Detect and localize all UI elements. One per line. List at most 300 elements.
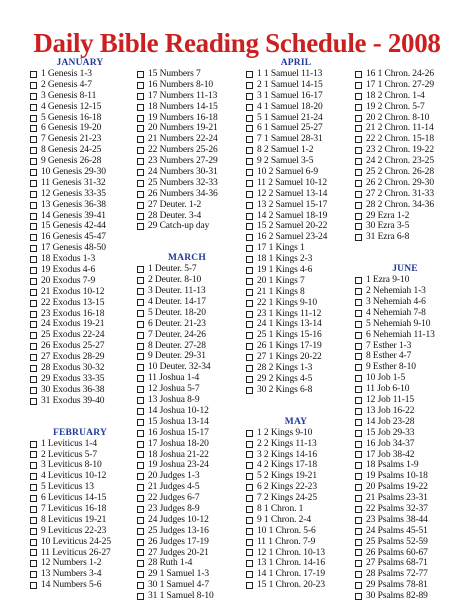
checkbox-icon[interactable] <box>137 517 144 524</box>
checkbox-icon[interactable] <box>30 549 37 556</box>
reading-label: 20 2 Chron. 8-10 <box>366 112 430 123</box>
checkbox-icon[interactable] <box>246 115 253 122</box>
checkbox-icon[interactable] <box>30 147 37 154</box>
checkbox-icon[interactable] <box>355 191 362 198</box>
reading-label: 13 Joshua 8-9 <box>148 395 200 406</box>
reading-item <box>355 156 467 167</box>
reading-item <box>355 373 467 384</box>
reading-item <box>355 482 467 493</box>
checkbox-icon[interactable] <box>246 582 253 589</box>
checkbox-icon[interactable] <box>137 71 144 78</box>
reading-item <box>355 395 467 406</box>
reading-item <box>137 580 249 591</box>
checkbox-icon[interactable] <box>137 353 144 360</box>
reading-item <box>30 471 142 482</box>
checkbox-icon[interactable] <box>137 549 144 556</box>
reading-label: 15 Numbers 7 <box>148 69 201 79</box>
checkbox-icon[interactable] <box>137 104 144 111</box>
checkbox-icon[interactable] <box>137 386 144 393</box>
checkbox-icon[interactable] <box>355 180 362 187</box>
reading-label: 26 Psalms 60-67 <box>366 547 428 558</box>
checkbox-icon[interactable] <box>246 125 253 132</box>
reading-item <box>137 460 249 471</box>
reading-label: 8 Genesis 24-25 <box>41 145 102 156</box>
checkbox-icon[interactable] <box>355 517 362 524</box>
reading-item <box>30 558 142 569</box>
reading-item <box>137 69 249 80</box>
month-heading-blank <box>137 58 237 69</box>
reading-label: 2 Leviticus 5-7 <box>41 449 98 460</box>
reading-item <box>355 134 467 145</box>
checkbox-icon[interactable] <box>137 115 144 122</box>
checkbox-icon[interactable] <box>30 528 37 535</box>
reading-item <box>246 352 358 363</box>
checkbox-icon[interactable] <box>137 506 144 513</box>
checkbox-icon[interactable] <box>137 223 144 230</box>
checkbox-icon[interactable] <box>355 147 362 154</box>
checkbox-icon[interactable] <box>246 560 253 567</box>
checkbox-icon[interactable] <box>30 278 37 285</box>
checkbox-icon[interactable] <box>137 364 144 371</box>
reading-item <box>246 211 358 222</box>
reading-item <box>246 526 358 537</box>
reading-label: 3 Leviticus 8-10 <box>41 460 102 471</box>
reading-item <box>137 123 249 134</box>
reading-item <box>355 450 467 461</box>
checkbox-icon[interactable] <box>30 104 37 111</box>
checkbox-icon[interactable] <box>246 528 253 535</box>
checkbox-icon[interactable] <box>355 375 362 382</box>
reading-label: 9 Deuter. 29-31 <box>148 351 206 362</box>
reading-label: 13 2 Samuel 15-17 <box>257 199 328 210</box>
checkbox-icon[interactable] <box>137 277 144 284</box>
reading-label: 4 Deuter. 14-17 <box>148 297 206 308</box>
checkbox-icon[interactable] <box>246 169 253 176</box>
checkbox-icon[interactable] <box>355 571 362 578</box>
reading-item <box>137 439 249 450</box>
checkbox-icon[interactable] <box>355 169 362 176</box>
reading-label: 27 Judges 20-21 <box>148 547 209 558</box>
checkbox-icon[interactable] <box>355 288 362 295</box>
checkbox-icon[interactable] <box>355 353 362 360</box>
checkbox-icon[interactable] <box>30 484 37 491</box>
checkbox-icon[interactable] <box>30 571 37 578</box>
checkbox-icon[interactable] <box>137 593 144 600</box>
reading-label: 20 Judges 1-3 <box>148 471 200 482</box>
reading-item <box>30 221 142 232</box>
checkbox-icon[interactable] <box>355 582 362 589</box>
checkbox-icon[interactable] <box>355 299 362 306</box>
checkbox-icon[interactable] <box>246 571 253 578</box>
checkbox-icon[interactable] <box>30 321 37 328</box>
reading-item <box>246 374 358 385</box>
checkbox-icon[interactable] <box>137 451 144 458</box>
checkbox-icon[interactable] <box>246 158 253 165</box>
reading-item <box>246 493 358 504</box>
reading-label: 8 Deuter. 27-28 <box>148 340 206 351</box>
reading-label: 17 Numbers 11-13 <box>148 90 218 101</box>
checkbox-icon[interactable] <box>246 136 253 143</box>
reading-item <box>137 351 249 362</box>
reading-item <box>137 113 249 124</box>
reading-item <box>30 232 142 243</box>
checkbox-icon[interactable] <box>137 560 144 567</box>
reading-label: 17 Joshua 18-20 <box>148 438 209 449</box>
checkbox-icon[interactable] <box>355 136 362 143</box>
checkbox-icon[interactable] <box>137 397 144 404</box>
reading-label: 21 Numbers 22-24 <box>148 134 218 145</box>
checkbox-icon[interactable] <box>137 93 144 100</box>
checkbox-icon[interactable] <box>355 71 362 78</box>
checkbox-icon[interactable] <box>30 256 37 263</box>
reading-item <box>30 102 142 113</box>
checkbox-icon[interactable] <box>355 202 362 209</box>
reading-label: 10 Job 1-5 <box>366 373 406 384</box>
checkbox-icon[interactable] <box>355 125 362 132</box>
checkbox-icon[interactable] <box>137 430 144 437</box>
checkbox-icon[interactable] <box>30 441 37 448</box>
reading-item <box>30 134 142 145</box>
reading-label: 22 Judges 6-7 <box>148 493 200 504</box>
checkbox-icon[interactable] <box>355 82 362 89</box>
reading-label: 15 Joshua 13-14 <box>148 416 209 427</box>
checkbox-icon[interactable] <box>355 223 362 230</box>
reading-label: 18 1 Kings 2-3 <box>257 254 313 265</box>
checkbox-icon[interactable] <box>246 245 253 252</box>
checkbox-icon[interactable] <box>246 180 253 187</box>
reading-item <box>30 450 142 461</box>
checkbox-icon[interactable] <box>246 82 253 89</box>
checkbox-icon[interactable] <box>355 549 362 556</box>
reading-label: 29 Exodus 33-35 <box>41 373 105 384</box>
reading-item <box>137 264 249 275</box>
checkbox-icon[interactable] <box>137 571 144 578</box>
reading-item <box>137 569 249 580</box>
checkbox-icon[interactable] <box>246 365 253 372</box>
checkbox-icon[interactable] <box>30 82 37 89</box>
checkbox-icon[interactable] <box>30 136 37 143</box>
checkbox-icon[interactable] <box>30 473 37 480</box>
checkbox-icon[interactable] <box>137 408 144 415</box>
checkbox-icon[interactable] <box>246 517 253 524</box>
column-4 <box>355 58 467 602</box>
checkbox-icon[interactable] <box>355 277 362 284</box>
reading-item <box>30 265 142 276</box>
checkbox-icon[interactable] <box>246 539 253 546</box>
checkbox-icon[interactable] <box>30 387 37 394</box>
checkbox-icon[interactable] <box>355 419 362 426</box>
checkbox-icon[interactable] <box>137 343 144 350</box>
checkbox-icon[interactable] <box>246 441 253 448</box>
reading-label: 26 2 Chron. 29-30 <box>366 177 434 188</box>
reading-item <box>246 254 358 265</box>
checkbox-icon[interactable] <box>246 311 253 318</box>
reading-item <box>246 537 358 548</box>
checkbox-icon[interactable] <box>355 539 362 546</box>
checkbox-icon[interactable] <box>137 528 144 535</box>
checkbox-icon[interactable] <box>137 462 144 469</box>
checkbox-icon[interactable] <box>30 451 37 458</box>
checkbox-icon[interactable] <box>137 136 144 143</box>
checkbox-icon[interactable] <box>246 234 253 241</box>
reading-label: 24 2 Chron. 23-25 <box>366 156 434 167</box>
checkbox-icon[interactable] <box>355 473 362 480</box>
checkbox-icon[interactable] <box>246 506 253 513</box>
checkbox-icon[interactable] <box>355 213 362 220</box>
checkbox-icon[interactable] <box>355 495 362 502</box>
reading-label: 31 1 Samuel 8-10 <box>148 591 214 602</box>
reading-item <box>30 319 142 330</box>
reading-item <box>137 211 249 222</box>
checkbox-icon[interactable] <box>137 266 144 273</box>
checkbox-icon[interactable] <box>30 311 37 318</box>
reading-item <box>355 211 467 222</box>
reading-item <box>246 482 358 493</box>
checkbox-icon[interactable] <box>355 560 362 567</box>
checkbox-icon[interactable] <box>30 300 37 307</box>
checkbox-icon[interactable] <box>246 93 253 100</box>
checkbox-icon[interactable] <box>246 549 253 556</box>
checkbox-icon[interactable] <box>355 386 362 393</box>
checkbox-icon[interactable] <box>30 93 37 100</box>
checkbox-icon[interactable] <box>137 484 144 491</box>
checkbox-icon[interactable] <box>246 473 253 480</box>
reading-label: 13 1 Chron. 14-16 <box>257 558 325 569</box>
checkbox-icon[interactable] <box>30 125 37 132</box>
reading-item <box>246 515 358 526</box>
reading-label: 11 Leviticus 26-27 <box>41 547 111 558</box>
reading-label: 7 2 Kings 24-25 <box>257 493 317 504</box>
reading-item <box>246 102 358 113</box>
checkbox-icon[interactable] <box>246 202 253 209</box>
checkbox-icon[interactable] <box>355 451 362 458</box>
reading-label: 22 Numbers 25-26 <box>148 145 218 156</box>
reading-item <box>137 178 249 189</box>
reading-label: 4 Leviticus 10-12 <box>41 471 107 482</box>
checkbox-icon[interactable] <box>246 451 253 458</box>
reading-label: 26 Exodus 25-27 <box>41 341 105 352</box>
checkbox-icon[interactable] <box>355 408 362 415</box>
reading-label: 4 2 Kings 17-18 <box>257 460 317 471</box>
checkbox-icon[interactable] <box>355 441 362 448</box>
reading-label: 21 Psalms 23-31 <box>366 493 428 504</box>
checkbox-icon[interactable] <box>246 223 253 230</box>
checkbox-icon[interactable] <box>355 462 362 469</box>
checkbox-icon[interactable] <box>137 495 144 502</box>
checkbox-icon[interactable] <box>246 321 253 328</box>
checkbox-icon[interactable] <box>30 462 37 469</box>
checkbox-icon[interactable] <box>30 332 37 339</box>
reading-label: 28 Psalms 72-77 <box>366 569 428 580</box>
month-heading: JANUARY <box>56 58 104 68</box>
reading-item <box>30 352 142 363</box>
checkbox-icon[interactable] <box>137 582 144 589</box>
checkbox-icon[interactable] <box>246 256 253 263</box>
checkbox-icon[interactable] <box>137 310 144 317</box>
checkbox-icon[interactable] <box>30 169 37 176</box>
reading-item <box>30 363 142 374</box>
checkbox-icon[interactable] <box>137 191 144 198</box>
reading-label: 5 Leviticus 13 <box>41 482 94 493</box>
checkbox-icon[interactable] <box>246 343 253 350</box>
reading-label: 17 Genesis 48-50 <box>41 243 106 254</box>
checkbox-icon[interactable] <box>30 517 37 524</box>
checkbox-icon[interactable] <box>246 289 253 296</box>
checkbox-icon[interactable] <box>30 158 37 165</box>
checkbox-icon[interactable] <box>137 321 144 328</box>
checkbox-icon[interactable] <box>137 299 144 306</box>
checkbox-icon[interactable] <box>246 354 253 361</box>
reading-item <box>246 319 358 330</box>
checkbox-icon[interactable] <box>30 234 37 241</box>
checkbox-icon[interactable] <box>246 191 253 198</box>
reading-label: 21 Judges 4-5 <box>148 482 200 493</box>
checkbox-icon[interactable] <box>30 560 37 567</box>
reading-item <box>30 211 142 222</box>
checkbox-icon[interactable] <box>30 71 37 78</box>
reading-label: 6 1 Samuel 25-27 <box>257 123 323 134</box>
checkbox-icon[interactable] <box>30 398 37 405</box>
checkbox-icon[interactable] <box>30 354 37 361</box>
checkbox-icon[interactable] <box>30 365 37 372</box>
checkbox-icon[interactable] <box>137 180 144 187</box>
reading-label: 2 1 Samuel 14-15 <box>257 79 323 90</box>
checkbox-icon[interactable] <box>137 539 144 546</box>
reading-item <box>30 385 142 396</box>
checkbox-icon[interactable] <box>355 430 362 437</box>
reading-item <box>246 178 358 189</box>
reading-label: 15 Job 29-33 <box>366 427 415 438</box>
checkbox-icon[interactable] <box>355 593 362 600</box>
checkbox-icon[interactable] <box>30 213 37 220</box>
reading-label: 3 Nehemiah 4-6 <box>366 297 426 308</box>
reading-item <box>246 569 358 580</box>
checkbox-icon[interactable] <box>137 158 144 165</box>
checkbox-icon[interactable] <box>30 202 37 209</box>
checkbox-icon[interactable] <box>355 506 362 513</box>
reading-label: 5 1 Samuel 21-24 <box>257 112 323 123</box>
reading-item <box>137 286 249 297</box>
checkbox-icon[interactable] <box>137 213 144 220</box>
checkbox-icon[interactable] <box>355 484 362 491</box>
checkbox-icon[interactable] <box>30 582 37 589</box>
checkbox-icon[interactable] <box>246 300 253 307</box>
reading-label: 17 Job 38-42 <box>366 449 415 460</box>
reading-item <box>137 504 249 515</box>
reading-label: 29 2 Kings 4-5 <box>257 373 313 384</box>
reading-item <box>246 123 358 134</box>
checkbox-icon[interactable] <box>30 289 37 296</box>
checkbox-icon[interactable] <box>355 364 362 371</box>
checkbox-icon[interactable] <box>355 310 362 317</box>
month-heading: FEBRUARY <box>52 427 108 438</box>
checkbox-icon[interactable] <box>355 115 362 122</box>
checkbox-icon[interactable] <box>246 495 253 502</box>
column-2 <box>137 58 249 602</box>
checkbox-icon[interactable] <box>355 321 362 328</box>
reading-label: 6 Genesis 19-20 <box>41 123 102 134</box>
checkbox-icon[interactable] <box>137 125 144 132</box>
checkbox-icon[interactable] <box>30 343 37 350</box>
checkbox-icon[interactable] <box>246 332 253 339</box>
checkbox-icon[interactable] <box>30 191 37 198</box>
checkbox-icon[interactable] <box>137 147 144 154</box>
checkbox-icon[interactable] <box>246 387 253 394</box>
reading-label: 13 Numbers 3-4 <box>41 569 102 580</box>
reading-item <box>246 460 358 471</box>
reading-label: 24 Numbers 30-31 <box>148 167 218 178</box>
checkbox-icon[interactable] <box>246 484 253 491</box>
checkbox-icon[interactable] <box>30 495 37 502</box>
checkbox-icon[interactable] <box>137 169 144 176</box>
checkbox-icon[interactable] <box>137 441 144 448</box>
reading-label: 19 Exodus 4-6 <box>41 265 96 276</box>
checkbox-icon[interactable] <box>355 158 362 165</box>
checkbox-icon[interactable] <box>246 147 253 154</box>
checkbox-icon[interactable] <box>355 104 362 111</box>
checkbox-icon[interactable] <box>30 376 37 383</box>
checkbox-icon[interactable] <box>246 104 253 111</box>
checkbox-icon[interactable] <box>246 462 253 469</box>
checkbox-icon[interactable] <box>30 245 37 252</box>
checkbox-icon[interactable] <box>246 267 253 274</box>
checkbox-icon[interactable] <box>137 288 144 295</box>
checkbox-icon[interactable] <box>30 180 37 187</box>
checkbox-icon[interactable] <box>30 115 37 122</box>
reading-item <box>137 526 249 537</box>
month-heading: MAY <box>284 416 308 427</box>
reading-label: 31 Ezra 6-8 <box>366 232 410 243</box>
reading-label: 24 Judges 10-12 <box>148 514 209 525</box>
reading-label: 18 Psalms 1-9 <box>366 460 419 471</box>
checkbox-icon[interactable] <box>355 343 362 350</box>
reading-label: 28 Deuter. 3-4 <box>148 210 202 221</box>
reading-label: 19 Joshua 23-24 <box>148 460 209 471</box>
checkbox-icon[interactable] <box>30 506 37 513</box>
checkbox-icon[interactable] <box>30 539 37 546</box>
reading-label: 3 2 Kings 14-16 <box>257 449 317 460</box>
reading-label: 18 2 Chron. 1-4 <box>366 90 425 101</box>
checkbox-icon[interactable] <box>30 267 37 274</box>
reading-item <box>137 406 249 417</box>
checkbox-icon[interactable] <box>137 82 144 89</box>
reading-label: 16 1 Chron. 24-26 <box>366 69 434 79</box>
checkbox-icon[interactable] <box>246 213 253 220</box>
checkbox-icon[interactable] <box>246 71 253 78</box>
checkbox-icon[interactable] <box>355 332 362 339</box>
checkbox-icon[interactable] <box>30 223 37 230</box>
reading-item <box>355 123 467 134</box>
reading-label: 11 1 Chron. 7-9 <box>257 536 316 547</box>
checkbox-icon[interactable] <box>246 278 253 285</box>
checkbox-icon[interactable] <box>137 202 144 209</box>
reading-label: 1 Leviticus 1-4 <box>41 438 98 449</box>
reading-item <box>30 69 142 80</box>
checkbox-icon[interactable] <box>355 397 362 404</box>
checkbox-icon[interactable] <box>246 376 253 383</box>
checkbox-icon[interactable] <box>246 430 253 437</box>
reading-label: 17 1 Chron. 27-29 <box>366 79 434 90</box>
checkbox-icon[interactable] <box>137 473 144 480</box>
checkbox-icon[interactable] <box>137 419 144 426</box>
checkbox-icon[interactable] <box>355 234 362 241</box>
reading-item <box>246 558 358 569</box>
checkbox-icon[interactable] <box>137 332 144 339</box>
reading-label: 18 Exodus 1-3 <box>41 254 96 265</box>
checkbox-icon[interactable] <box>355 528 362 535</box>
checkbox-icon[interactable] <box>137 375 144 382</box>
checkbox-icon[interactable] <box>355 93 362 100</box>
